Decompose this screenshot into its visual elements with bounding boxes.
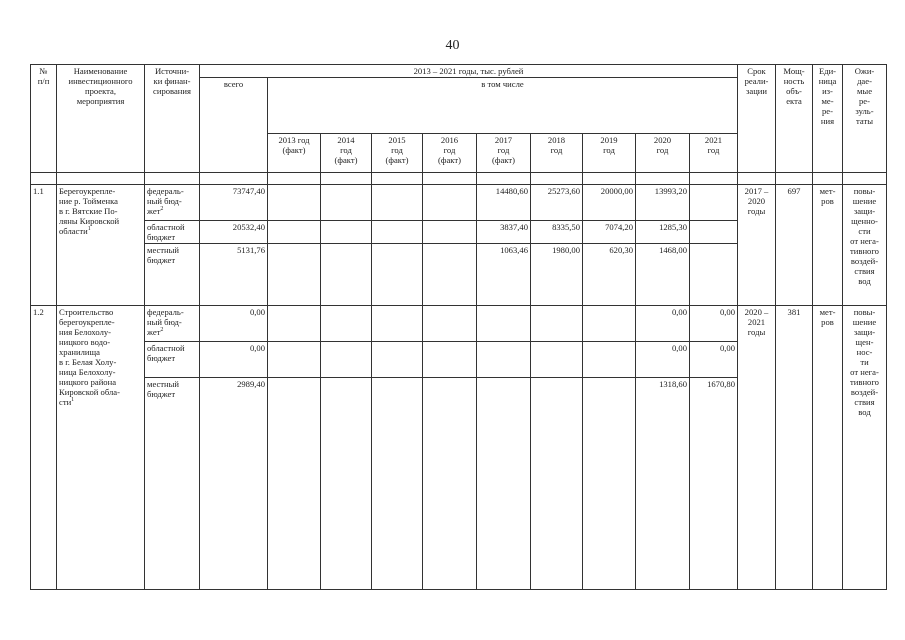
header-name: Наименование инвестиционного проекта, мероприятия — [57, 65, 145, 173]
project-name: Строительство берегоукрепле- ния Белохолу- ницкого водо- хранилища в г. Белая Холу- ница Белохолу- ницкого района Кировской обла- сти$^1$ — [57, 306, 145, 590]
total-value: 0,00 — [200, 306, 268, 342]
table-row: 1.1 Берегоукрепле- ние р. Тойменка в г. Вятские По- ляны Кировской области$^1$ федераль- ный бюд- жет$^2$ 73747,40 14480,60 25273,60 20000,00 13993,20 2017 – 2020 годы 697 мет- ров повы- шение защи- щенно- сти от нега- тивного воздей- ствия вод — [31, 185, 887, 221]
project-term: 2017 – 2020 годы — [738, 185, 776, 306]
year-value: 1063,46 — [477, 244, 531, 306]
project-term: 2020 – 2021 годы — [738, 306, 776, 590]
header-including: в том числе — [268, 78, 738, 134]
year-value: 1468,00 — [636, 244, 690, 306]
year-value — [690, 185, 738, 221]
header-year-2021: 2021 год — [690, 134, 738, 173]
year-value: 7074,20 — [583, 221, 636, 244]
table-row: 1.2 Строительство берегоукрепле- ния Белохолу- ницкого водо- хранилища в г. Белая Холу- ница Белохолу- ницкого района Кировской обла- сти$^1$ федераль- ный бюд- жет$^2$ 0,00 0,00 0,00 2020 – 2021 годы 381 мет- ров повы- шение защи- щен- нос- ти от нега- тивного воздей- ствия вод — [31, 306, 887, 342]
total-value: 0,00 — [200, 342, 268, 378]
header-year-2014: 2014 год (факт) — [321, 134, 372, 173]
year-value — [531, 342, 583, 378]
header-term: Срок реали- зации — [738, 65, 776, 173]
header-year-2018: 2018 год — [531, 134, 583, 173]
header-year-2019: 2019 год — [583, 134, 636, 173]
year-value — [583, 306, 636, 342]
year-value — [268, 342, 321, 378]
year-value — [268, 378, 321, 590]
source-label: областной бюджет — [147, 222, 185, 242]
year-value — [477, 342, 531, 378]
year-value — [372, 342, 423, 378]
investment-table — [30, 64, 887, 590]
source-label: федераль- ный бюд- жет — [147, 307, 184, 337]
total-value: 20532,40 — [200, 221, 268, 244]
year-value — [372, 185, 423, 221]
header-year-2013: 2013 год (факт) — [268, 134, 321, 173]
year-value — [423, 342, 477, 378]
year-value: 25273,60 — [531, 185, 583, 221]
year-value: 14480,60 — [477, 185, 531, 221]
source-label: местный бюджет — [147, 379, 180, 399]
year-value: 1285,30 — [636, 221, 690, 244]
header-year-2016: 2016 год (факт) — [423, 134, 477, 173]
year-value — [690, 221, 738, 244]
year-value — [423, 244, 477, 306]
project-capacity: 381 — [776, 306, 813, 590]
header-results: Ожи- дае- мые ре- зуль- таты — [843, 65, 887, 173]
year-value — [372, 306, 423, 342]
year-value — [321, 185, 372, 221]
header-capacity: Мощ- ность объ- екта — [776, 65, 813, 173]
year-value — [268, 221, 321, 244]
header-source: Источни- ки финан- сирования — [145, 65, 200, 173]
project-capacity: 697 — [776, 185, 813, 306]
year-value — [321, 221, 372, 244]
year-value: 1318,60 — [636, 378, 690, 590]
header-num: № п/п — [31, 65, 57, 173]
year-value — [321, 342, 372, 378]
year-value — [531, 306, 583, 342]
year-value — [423, 306, 477, 342]
total-value: 73747,40 — [200, 185, 268, 221]
year-value — [268, 244, 321, 306]
year-value — [423, 185, 477, 221]
project-unit: мет- ров — [813, 185, 843, 306]
total-value: 2989,40 — [200, 378, 268, 590]
page-number: 40 — [445, 38, 460, 53]
year-value — [690, 244, 738, 306]
year-value — [423, 221, 477, 244]
project-num: 1.1 — [31, 185, 57, 306]
year-value — [372, 378, 423, 590]
year-value — [583, 378, 636, 590]
year-value — [268, 185, 321, 221]
header-year-2017: 2017 год (факт) — [477, 134, 531, 173]
project-results: повы- шение защи- щенно- сти от нега- тивного воздей- ствия вод — [843, 185, 887, 306]
header-year-2015: 2015 год (факт) — [372, 134, 423, 173]
year-value — [531, 378, 583, 590]
year-value — [583, 342, 636, 378]
source-label: областной бюджет — [147, 343, 185, 363]
spacer-row — [31, 173, 887, 185]
project-num: 1.2 — [31, 306, 57, 590]
year-value — [321, 306, 372, 342]
source-label: местный бюджет — [147, 245, 180, 265]
year-value: 20000,00 — [583, 185, 636, 221]
year-value — [477, 306, 531, 342]
year-value — [321, 244, 372, 306]
year-value: 0,00 — [636, 342, 690, 378]
year-value — [423, 378, 477, 590]
year-value: 0,00 — [690, 342, 738, 378]
year-value: 0,00 — [636, 306, 690, 342]
year-value: 13993,20 — [636, 185, 690, 221]
project-unit: мет- ров — [813, 306, 843, 590]
year-value — [372, 244, 423, 306]
year-value: 3837,40 — [477, 221, 531, 244]
year-value: 0,00 — [690, 306, 738, 342]
header-unit: Еди- ница из- ме- ре- ния — [813, 65, 843, 173]
year-value — [372, 221, 423, 244]
total-value: 5131,76 — [200, 244, 268, 306]
year-value — [321, 378, 372, 590]
header-total: всего — [200, 78, 268, 173]
project-name: Берегоукрепле- ние р. Тойменка в г. Вятские По- ляны Кировской области$^1$ — [57, 185, 145, 306]
year-value: 1670,80 — [690, 378, 738, 590]
year-value: 1980,00 — [531, 244, 583, 306]
year-value: 620,30 — [583, 244, 636, 306]
header-year-2020: 2020 год — [636, 134, 690, 173]
year-value — [477, 378, 531, 590]
year-value: 8335,50 — [531, 221, 583, 244]
year-value — [268, 306, 321, 342]
source-label: федераль- ный бюд- жет — [147, 186, 184, 216]
project-results: повы- шение защи- щен- нос- ти от нега- тивного воздей- ствия вод — [843, 306, 887, 590]
header-period: 2013 – 2021 годы, тыс. рублей — [200, 65, 738, 78]
